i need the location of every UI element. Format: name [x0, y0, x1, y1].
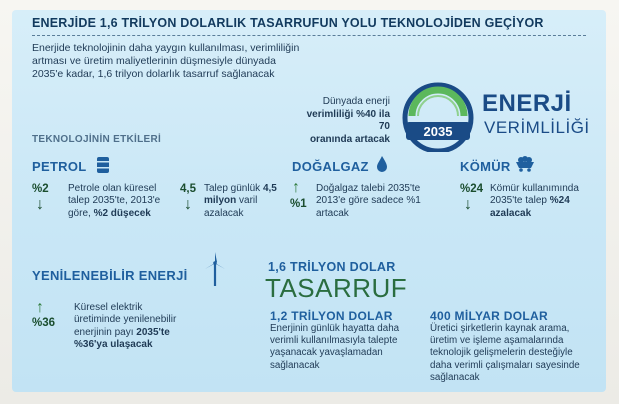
down-arrow-icon: ↓	[184, 196, 192, 213]
savings-part1-text: Enerjinin günlük hayatta daha verimli kullanılmasıyla talepte yaşanacak yavaşlamadan sağlanacak	[270, 323, 400, 371]
world-note-line2: verimliliği %40 ila 70	[306, 108, 390, 132]
oil-barrel-icon	[96, 156, 110, 174]
world-note-line1: Dünyada enerji	[322, 96, 390, 107]
badge-year: 2035	[423, 124, 453, 139]
petrol-stat2-value: 4,5	[180, 183, 196, 195]
savings-title: 1,6 TRİLYON DOLAR	[268, 260, 396, 274]
petrol-stat1-value: %2	[32, 183, 49, 195]
dogalgaz-stat-text: Doğalgaz talebi 2035'te 2013'e göre sadece %1 artacak	[316, 183, 421, 219]
komur-stat-text: Kömür kullanımında 2035'te talep %24 azalacak	[490, 183, 579, 219]
down-arrow-icon: ↓	[36, 196, 44, 213]
petrol-stat2-text: Talep günlük 4,5 milyon varil azalacak	[204, 183, 277, 219]
savings-amount: TASARRUF	[265, 273, 408, 303]
dogalgaz-stat-value: %1	[290, 198, 307, 210]
up-arrow-icon: ↑	[36, 299, 44, 316]
yenilenebilir-stat-value: %36	[32, 317, 56, 329]
petrol-label: PETROL	[32, 159, 87, 174]
world-efficiency-note	[294, 96, 390, 146]
world-note-line3: oranında artacak	[309, 133, 390, 145]
intro-text: Enerjide teknolojinin daha yaygın kullanılması, verimliliğin artması ve üretim maliyetlerinin düşmesiyle dünyada 2035'e kadar, 1,6 trilyon dolarlık tasarruf sağlanacak	[32, 42, 300, 80]
coal-cart-icon	[514, 156, 536, 172]
dogalgaz-label: DOĞALGAZ	[292, 159, 369, 174]
savings-part1-title: 1,2 TRİLYON DOLAR	[270, 309, 393, 323]
gauge-icon	[398, 82, 478, 152]
wind-turbine-icon	[204, 252, 226, 286]
savings-part2-text: Üretici şirketlerin kaynak arama, üretim ve işleme aşamalarında teknolojik gelişmelerin desteğiyle daha verimli çalışmaları sayesinde sağlanacak	[430, 323, 580, 383]
komur-label: KÖMÜR	[460, 159, 511, 174]
up-arrow-icon: ↑	[292, 179, 300, 196]
yenilenebilir-stat-text: Küresel elektrik üretiminde yenilenebilir enerjinin payı 2035'te %36'ya ulaşacak	[74, 302, 177, 350]
komur-stat-value: %24	[460, 183, 484, 195]
section-title: TEKNOLOJİNİN ETKİLERİ	[32, 134, 162, 145]
badge-title: ENERJİ	[482, 90, 572, 117]
down-arrow-icon: ↓	[464, 196, 472, 213]
petrol-stat1-text: Petrole olan küresel talep 2035'te, 2013'e göre, %2 düşecek	[68, 183, 161, 219]
headline: ENERJİDE 1,6 TRİLYON DOLARLIK TASARRUFUN YOLU TEKNOLOJİDEN GEÇİYOR	[32, 16, 544, 30]
headline-divider	[32, 35, 586, 36]
infographic-card	[12, 10, 606, 392]
savings-part2-title: 400 MİLYAR DOLAR	[430, 309, 548, 323]
flame-icon	[376, 155, 388, 173]
badge-subtitle: VERİMLİLİĞİ	[484, 118, 590, 137]
yenilenebilir-label: YENİLENEBİLİR ENERJİ	[32, 268, 188, 283]
